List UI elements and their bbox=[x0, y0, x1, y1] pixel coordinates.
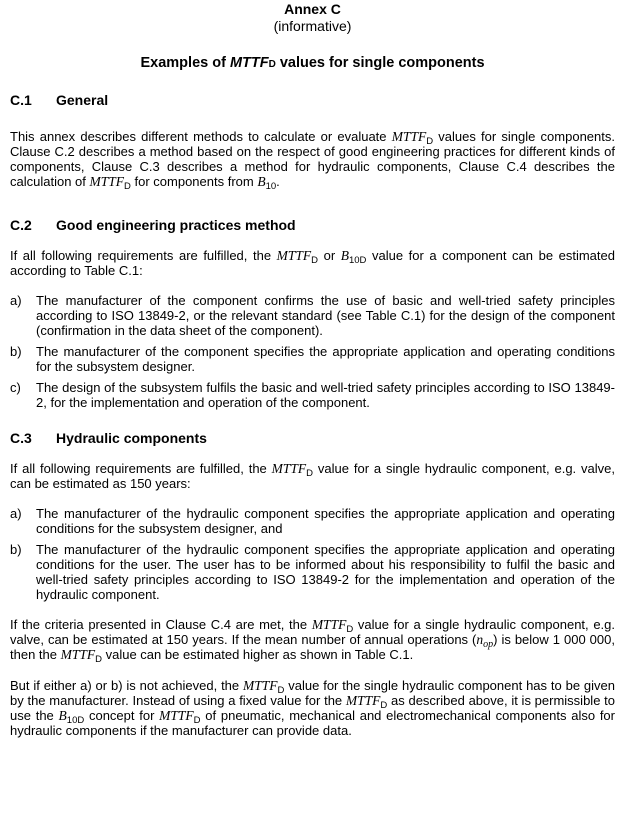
list-label: b) bbox=[10, 542, 22, 557]
text-run: as described above, it is permissible to use the bbox=[10, 693, 615, 723]
list-text: The manufacturer of the component confirms the use of basic and well-tried safety principles according to ISO 13849-2, or the relevant standard (see Table C.1) for the design of the component (confirmation in the data sheet of the component). bbox=[36, 293, 615, 338]
mttf-subscript: D bbox=[426, 136, 434, 147]
text-run: But if either a) or b) is not achieved, the bbox=[10, 678, 244, 693]
b-subscript: 10 bbox=[265, 181, 277, 192]
mttf-subscript: D bbox=[380, 700, 388, 711]
mttf-symbol: MTTF bbox=[159, 708, 194, 723]
list-item bbox=[10, 293, 615, 338]
b-subscript: 10D bbox=[66, 715, 85, 726]
document-page bbox=[10, 0, 615, 738]
list-item bbox=[10, 542, 615, 602]
mttf-symbol: MTTF bbox=[60, 647, 96, 662]
list-text: The manufacturer of the hydraulic component specifies the appropriate application and operating conditions for the subsystem designer, and bbox=[36, 506, 615, 536]
annex-subtitle: (informative) bbox=[273, 18, 352, 34]
text-run: concept for bbox=[84, 708, 160, 723]
section-number: C.3 bbox=[10, 430, 32, 446]
mttf-subscript: D bbox=[311, 255, 319, 266]
mttf-symbol: MTTF bbox=[345, 693, 381, 708]
section-heading-c2 bbox=[10, 217, 615, 233]
mttf-symbol: MTTF bbox=[89, 174, 125, 189]
mttf-symbol: MTTF bbox=[391, 129, 427, 144]
mttf-symbol: MTTF bbox=[311, 617, 347, 632]
section-title: Hydraulic components bbox=[56, 430, 207, 446]
section-number: C.2 bbox=[10, 217, 32, 233]
text-run: values for single components. Clause C.2 describes a method based on the respect of good engineering practices for different kinds of components, Clause C.3 describes a method for hydraulic components, Clause C.4 describes the calculation of bbox=[10, 129, 615, 189]
list-label: b) bbox=[10, 344, 22, 359]
n-subscript: op bbox=[483, 639, 494, 650]
b-subscript: 10D bbox=[348, 255, 367, 266]
mttf-subscript: D bbox=[306, 468, 314, 479]
mttf-subscript: D bbox=[268, 59, 276, 70]
annex-heading-text: Examples of bbox=[140, 55, 230, 71]
mttf-subscript: D bbox=[277, 685, 285, 696]
section-heading-c1 bbox=[10, 92, 615, 108]
mttf-symbol: MTTF bbox=[276, 248, 312, 263]
c2-intro bbox=[10, 248, 615, 278]
section-heading-c3 bbox=[10, 430, 615, 446]
section-title: Good engineering practices method bbox=[56, 217, 296, 233]
annex-heading-text: values for single components bbox=[275, 55, 485, 71]
mttf-symbol: MTTF bbox=[243, 678, 278, 693]
text-run: value can be estimated higher as shown in Table C.1. bbox=[102, 647, 414, 662]
list-item bbox=[10, 344, 615, 374]
list-item bbox=[10, 506, 615, 536]
section-title: General bbox=[56, 92, 109, 108]
text-run: or bbox=[318, 248, 341, 263]
text-run: . bbox=[276, 174, 280, 189]
list-label: a) bbox=[10, 506, 22, 521]
text-run: value for the single hydraulic component has to be given by the manufacturer. Instead of using a fixed value for the bbox=[10, 678, 615, 708]
c3-paragraph-2 bbox=[10, 617, 615, 665]
mttf-symbol: MTTF bbox=[229, 55, 269, 71]
list-label: a) bbox=[10, 293, 22, 308]
mttf-subscript: D bbox=[346, 624, 354, 635]
list-text: The design of the subsystem fulfils the basic and well-tried safety principles according to ISO 13849-2, for the implementation and operation of the component. bbox=[36, 380, 615, 410]
text-run: If all following requirements are fulfilled, the bbox=[10, 248, 277, 263]
n-symbol: n bbox=[476, 632, 484, 647]
c1-paragraph bbox=[10, 129, 615, 192]
list-text: The manufacturer of the hydraulic component specifies the appropriate application and operating conditions for the user. The user has to be informed about his responsibility to fulfil the basic and well-tried safety principles according to ISO 13849-2 for the implementation and operation of the hydraulic component. bbox=[36, 542, 615, 602]
text-run: ) is below 1 000 000, then the bbox=[10, 632, 615, 662]
text-run: If all following requirements are fulfilled, the bbox=[10, 461, 272, 476]
b-symbol: B bbox=[340, 248, 349, 263]
annex-title: Annex C bbox=[284, 1, 341, 17]
c3-paragraph-3 bbox=[10, 678, 615, 738]
text-run: This annex describes different methods to calculate or evaluate bbox=[10, 129, 392, 144]
c3-intro bbox=[10, 461, 615, 491]
b-symbol: B bbox=[58, 708, 67, 723]
mttf-symbol: MTTF bbox=[271, 461, 307, 476]
text-run: value for a single hydraulic component, e.g. valve, can be estimated as 150 years: bbox=[10, 461, 615, 491]
mttf-subscript: D bbox=[124, 181, 131, 192]
text-run: If the criteria presented in Clause C.4 are met, the bbox=[10, 617, 312, 632]
text-run: of pneumatic, mechanical and electromechanical components also for hydraulic components if the manufacturer can provide data. bbox=[10, 708, 615, 738]
annex-heading bbox=[10, 55, 615, 73]
section-number: C.1 bbox=[10, 92, 32, 108]
list-label: c) bbox=[10, 380, 21, 395]
mttf-subscript: D bbox=[193, 715, 201, 726]
list-item bbox=[10, 380, 615, 410]
b-symbol: B bbox=[257, 174, 266, 189]
text-run: for components from bbox=[130, 174, 258, 189]
list-text: The manufacturer of the component specifies the appropriate application and operating conditions for the subsystem designer. bbox=[36, 344, 615, 374]
mttf-subscript: D bbox=[95, 654, 102, 665]
text-run: value for a component can be estimated according to Table C.1: bbox=[10, 248, 615, 278]
text-run: value for a single hydraulic component, e.g. valve, can be estimated at 150 years. If the mean number of annual operations ( bbox=[10, 617, 615, 647]
